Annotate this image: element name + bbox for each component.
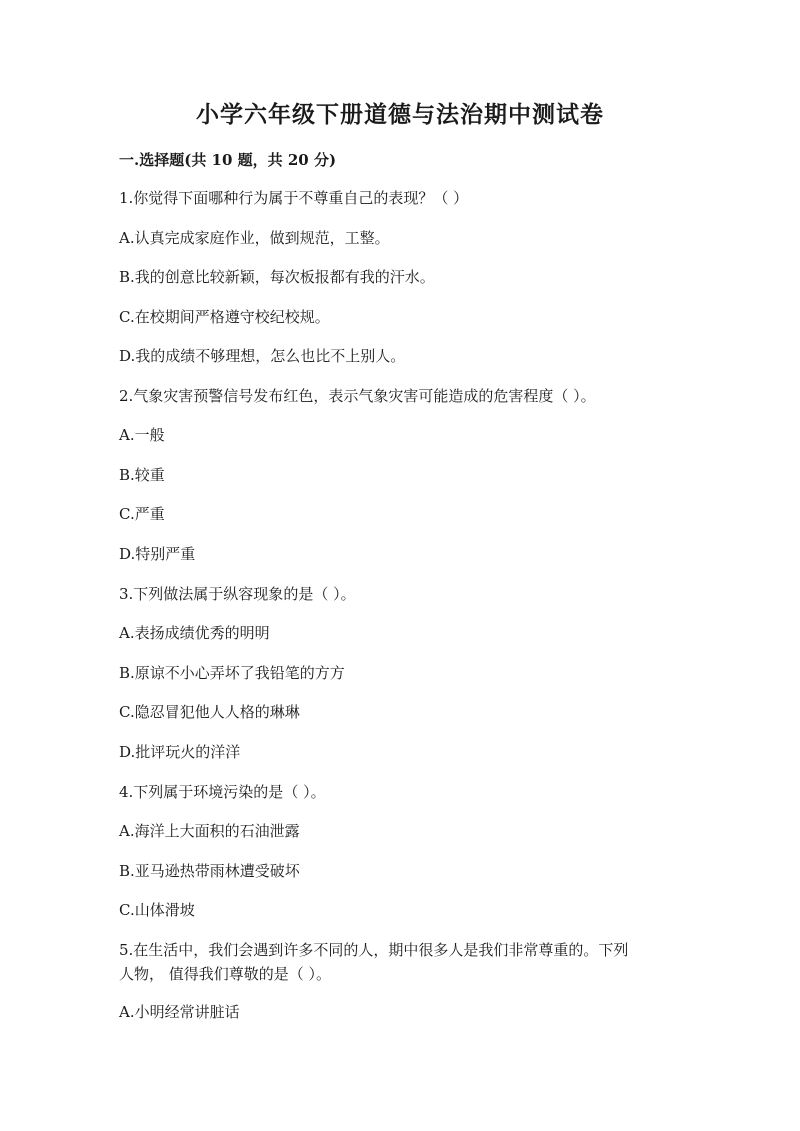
option-3b: B.原谅不小心弄坏了我铅笔的方方 xyxy=(119,664,345,682)
option-1a: A.认真完成家庭作业，做到规范，工整。 xyxy=(119,229,390,247)
question-1: 1.你觉得下面哪种行为属于不尊重自己的表现？（ ） xyxy=(119,189,469,207)
question-2: 2.气象灾害预警信号发布红色，表示气象灾害可能造成的危害程度（ ）。 xyxy=(119,387,596,405)
option-4b: B.亚马逊热带雨林遭受破坏 xyxy=(119,862,300,880)
section-header: 一.选择题(共 10 题，共 20 分) xyxy=(119,151,337,169)
option-1d: D.我的成绩不够理想，怎么也比不上别人。 xyxy=(119,347,406,365)
page-title: 小学六年级下册道德与法治期中测试卷 xyxy=(196,101,604,128)
option-3d: D.批评玩火的洋洋 xyxy=(119,743,241,761)
option-1b: B.我的创意比较新颖，每次板报都有我的汗水。 xyxy=(119,268,435,286)
question-4: 4.下列属于环境污染的是（ ）。 xyxy=(119,783,326,801)
question-5-line-1: 5.在生活中，我们会遇到许多不同的人，期中很多人是我们非常尊重的。下列 xyxy=(119,941,629,959)
option-2a: A.一般 xyxy=(119,426,165,444)
option-2c: C.严重 xyxy=(119,505,165,523)
question-5-line-2: 人物， 值得我们尊敬的是（ ）。 xyxy=(119,965,332,983)
option-1c: C.在校期间严格遵守校纪校规。 xyxy=(119,308,330,326)
option-4c: C.山体滑坡 xyxy=(119,901,195,919)
question-3: 3.下列做法属于纵容现象的是（ ）。 xyxy=(119,585,356,603)
option-4a: A.海洋上大面积的石油泄露 xyxy=(119,822,300,840)
option-5a: A.小明经常讲脏话 xyxy=(119,1003,240,1021)
option-3a: A.表扬成绩优秀的明明 xyxy=(119,624,270,642)
option-2d: D.特别严重 xyxy=(119,545,196,563)
option-3c: C.隐忍冒犯他人人格的琳琳 xyxy=(119,703,300,721)
option-2b: B.较重 xyxy=(119,466,165,484)
